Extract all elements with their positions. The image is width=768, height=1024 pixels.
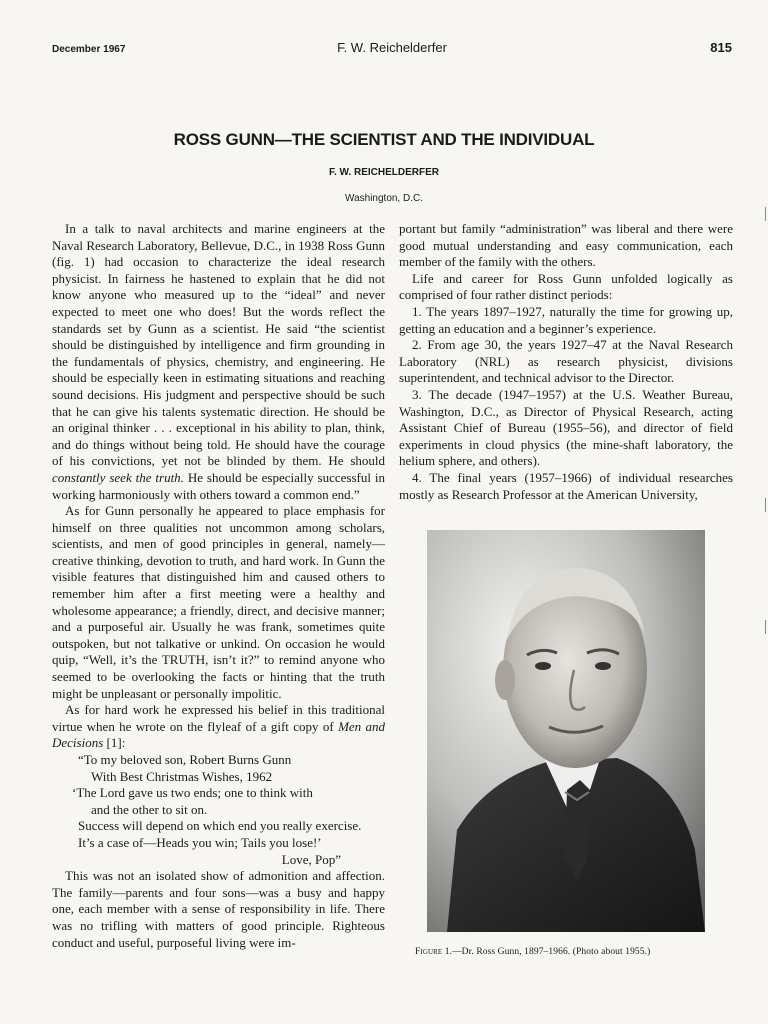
running-head	[52, 40, 732, 60]
paragraph: As for Gunn personally he appeared to place emphasis for himself on three qualities not uncommon among scholars, scientists, and men of good principles in general, namely—creative thinking, devotion to truth, and hard work. In Gunn the visible features that distinguished him and caused others to remember him after a first meeting were a healthy and wholesome appearance; a friendly, direct, and decisive manner; and a purposeful air. Usually he was frank, sometimes quite outspoken, but not talkative or unkind. On occasion he would quip, “Well, it’s the TRUTH, isn’t it?” to remind anyone who seemed to be overlooking the facts or hinting that the truth might be unpleasant or personally impolitic.	[52, 503, 385, 701]
reference-marker: [1]:	[103, 735, 126, 751]
list-item: 4. The final years (1957–1966) of individual researches mostly as Research Professor at the American University,	[399, 469, 733, 502]
figure-caption	[415, 947, 725, 957]
scan-mark	[765, 620, 766, 634]
scan-mark	[765, 498, 766, 512]
paragraph	[52, 702, 385, 752]
paragraph-text: He should be especially successful in working harmoniously with others toward a common end.”	[52, 469, 385, 502]
quote-line: Success will depend on which end you really exercise.	[78, 818, 362, 834]
article-author: F. W. REICHELDERFER	[328, 167, 439, 178]
quote-line: “To my beloved son, Robert Burns Gunn	[78, 752, 292, 767]
paragraph-text: As for hard work he expressed his belief in this traditional virtue when he wrote on the flyleaf of a gift copy of	[52, 702, 385, 734]
paragraph	[52, 221, 385, 503]
list-item: 2. From age 30, the years 1927–47 at the Naval Research Laboratory (NRL) as research physicist, divisions superintendent, and technical advisor to the Director.	[399, 337, 733, 386]
list-item: 1. The years 1897–1927, naturally the time for growing up, getting an education and a beginner’s experience.	[399, 303, 733, 336]
header-author: F. W. Reichelderfer	[337, 40, 447, 55]
quote-line: It’s a case of—Heads you win; Tails you lose!’	[78, 834, 322, 850]
page-number: 815	[710, 40, 732, 55]
quote-line: With Best Christmas Wishes, 1962	[91, 768, 273, 784]
left-column	[52, 221, 385, 951]
figure-label: Figure 1.	[415, 947, 453, 957]
quote-line: ‘The Lord gave us two ends; one to think with	[72, 785, 313, 801]
header-date: December 1967	[52, 44, 126, 55]
paragraph: Life and career for Ross Gunn unfolded logically as comprised of four rather distinct periods:	[399, 270, 733, 303]
paragraph: portant but family “administration” was liberal and there were good mutual understanding and easy communication, each member of the family with the others.	[399, 221, 733, 270]
emphasis-text: constantly seek the truth.	[52, 469, 184, 485]
article-title: ROSS GUNN—THE SCIENTIST AND THE INDIVIDUAL	[173, 130, 595, 149]
book-title: Men and Decisions	[52, 718, 386, 751]
paragraph-text: In a talk to naval architects and marine engineers at the Naval Research Laboratory, Bellevue, D.C., in 1938 Ross Gunn (fig. 1) had occasion to characterize the ideal research physicist. In fairness he hastened to explain that he did not know anyone who measured up to the “ideal” and never expected to meet one who does! But the words reflect the standards set by Gunn as a scientist. He said “the scientist should be distinguished by intelligence and firm grounding in the fundamentals of physics, chemistry, and engineering. He should be especially keen in estimating situations and reaching sound decisions. His judgment and perspective should be such that he can give his talents systematic direction. He should be an original thinker . . . exceptional in his ability to plan, think, and do things without being told. He should have the courage of his convictions, yet not be blinded by them. He should	[52, 221, 385, 469]
quote-signature: Love, Pop”	[281, 851, 341, 867]
quote-line: and the other to sit on.	[91, 801, 208, 817]
caption-text: —Dr. Ross Gunn, 1897–1966. (Photo about 1955.)	[452, 947, 651, 957]
article-affiliation: Washington, D.C.	[345, 193, 423, 204]
portrait-photo	[427, 530, 705, 932]
scan-mark	[765, 207, 766, 221]
right-column	[399, 221, 733, 503]
list-item: 3. The decade (1947–1957) at the U.S. Weather Bureau, Washington, D.C., as Director of Physical Research, acting Assistant Chief of Bureau (1955–56), and director of field experiments in cloud physics (the mine-shaft laboratory, the helium sphere, and others).	[399, 386, 733, 469]
paragraph: This was not an isolated show of admonition and affection. The family—parents and four sons—was a busy and happy one, each member with a sense of responsibility in life. There was no trifling with matters of good principle. Righteous conduct and useful, purposeful living were im-	[52, 868, 385, 950]
flyleaf-quote	[52, 752, 385, 868]
